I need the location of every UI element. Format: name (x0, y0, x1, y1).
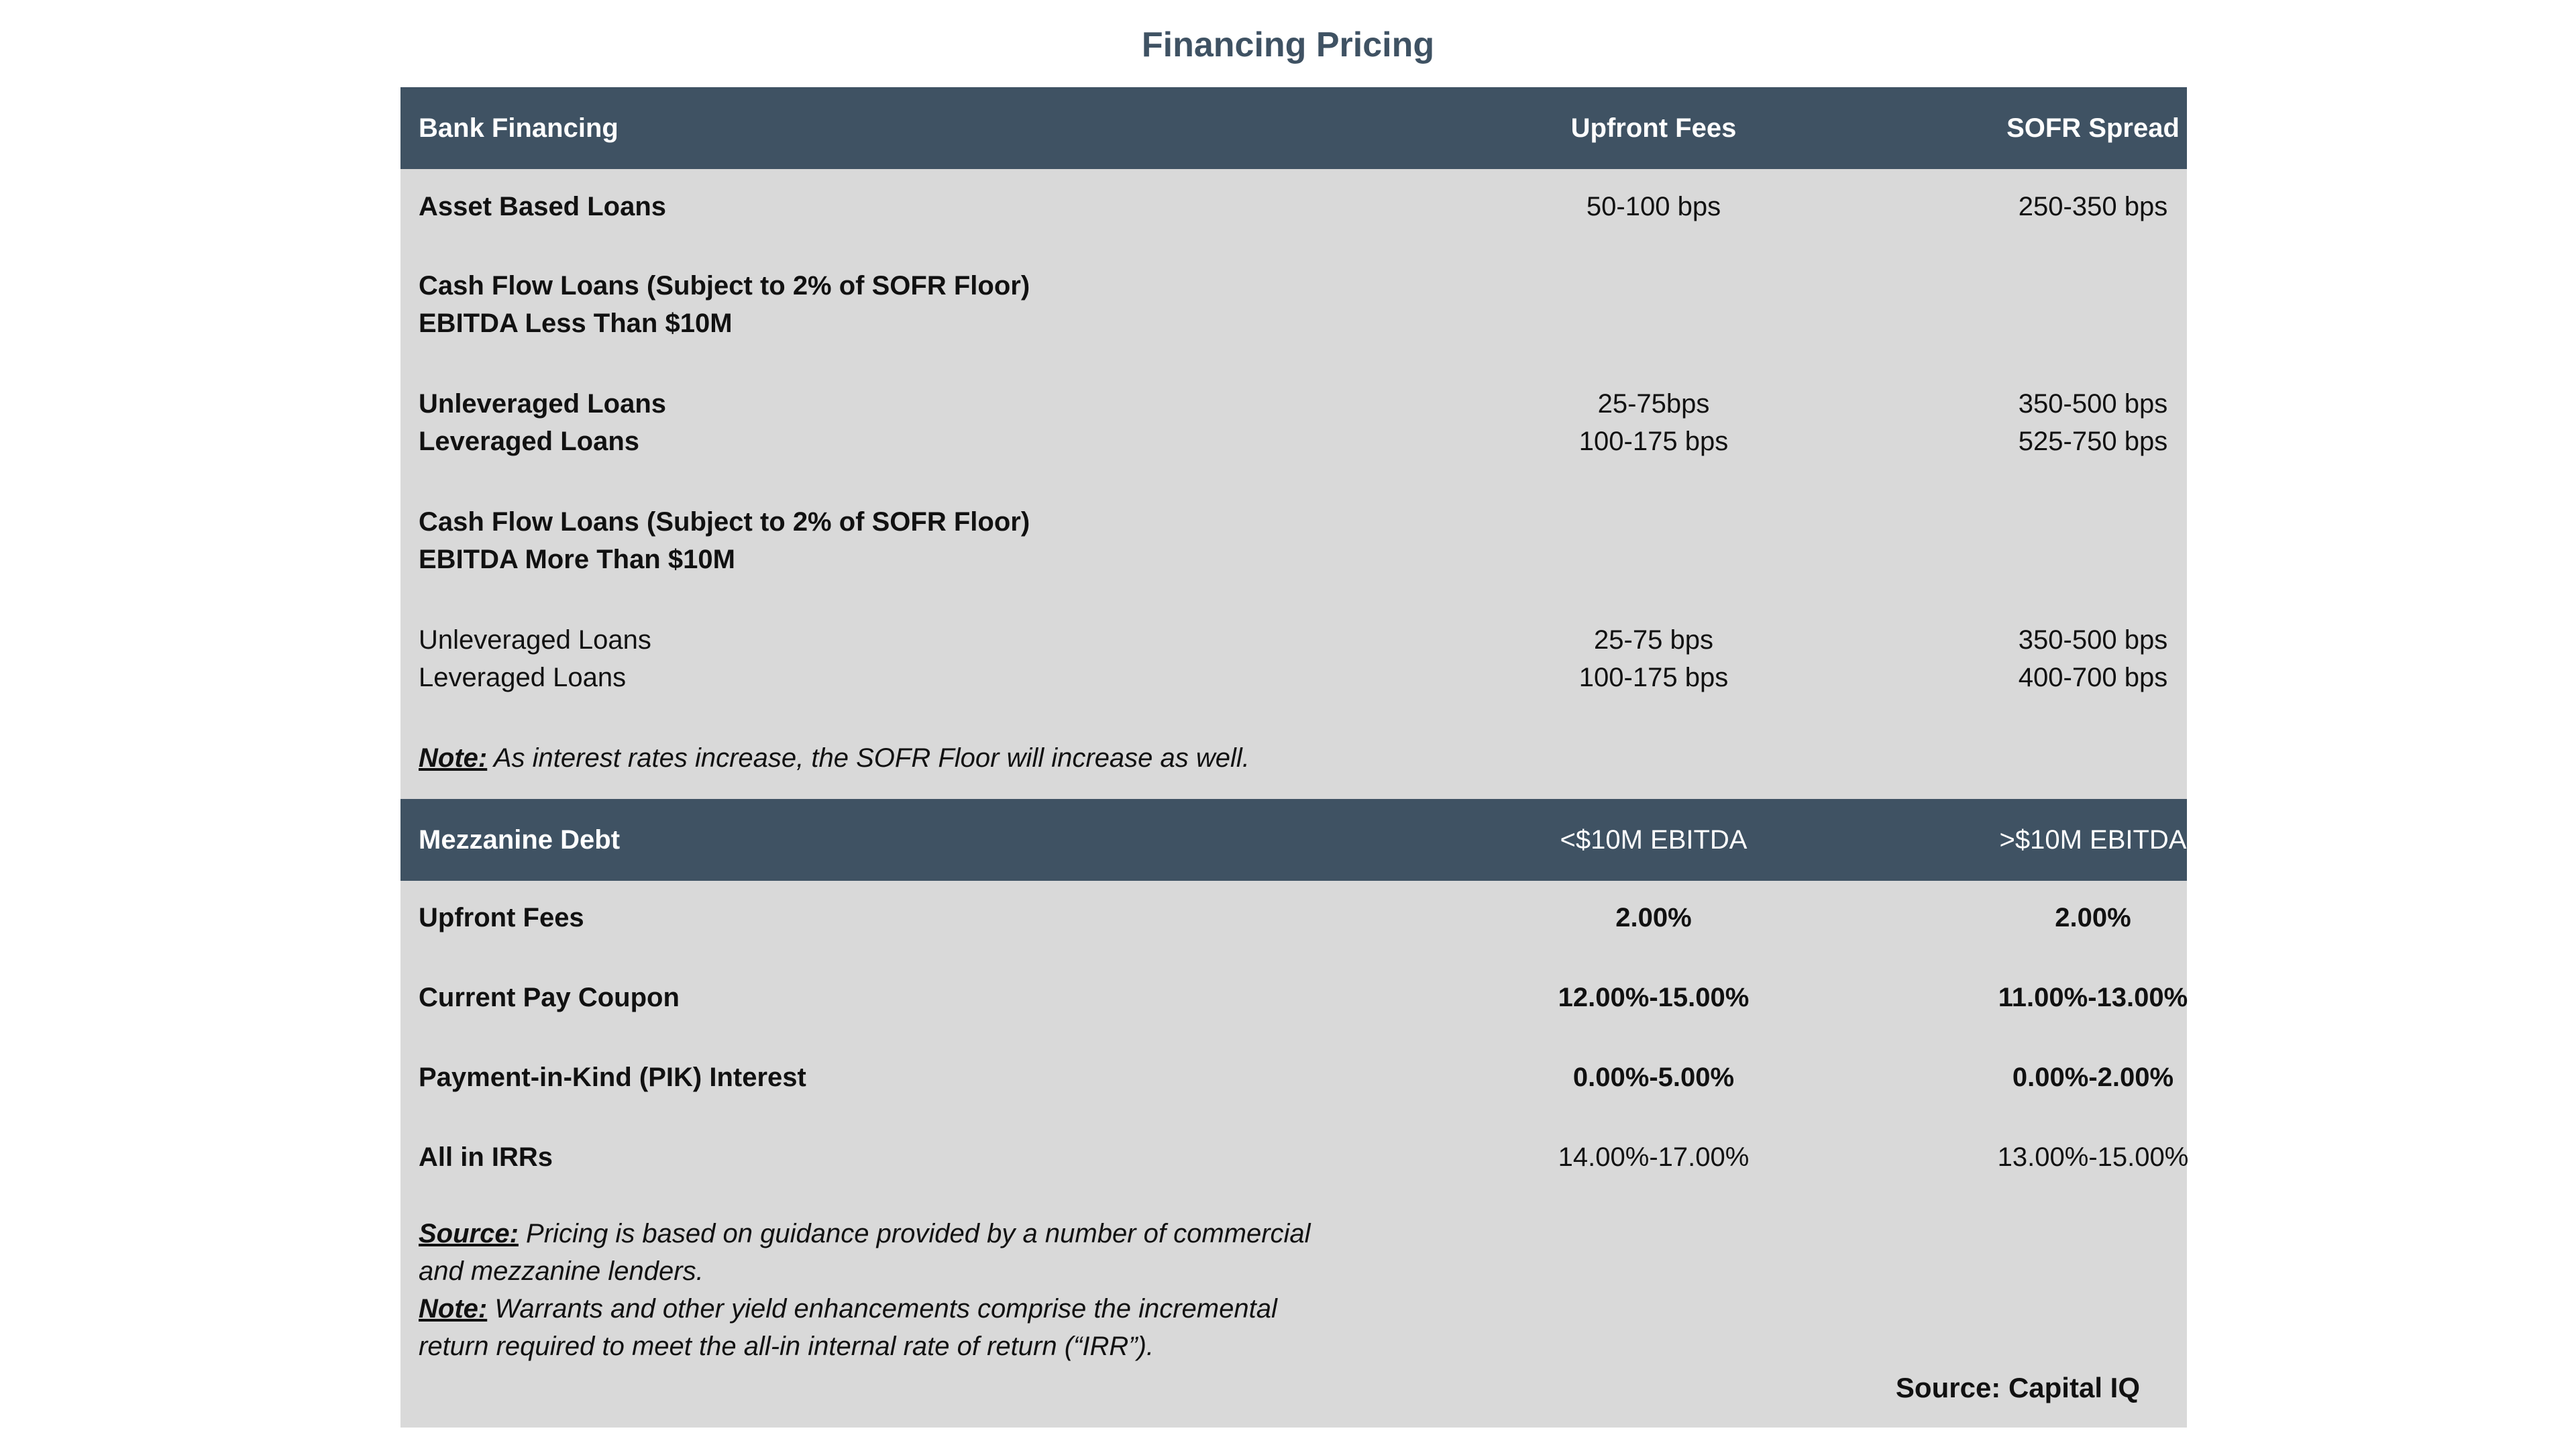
bank-financing-header (400, 87, 2187, 169)
footnote-source-lead: Source: (419, 1219, 519, 1248)
label-leveraged-loans-small: Leveraged Loans (419, 427, 640, 456)
value-all-in-small: 14.00%-17.00% (1558, 1142, 1750, 1172)
label-leveraged-loans-large: Leveraged Loans (419, 663, 627, 692)
value-asset-based-spread: 250-350 bps (2018, 192, 2168, 221)
label-unleveraged-loans-small: Unleveraged Loans (419, 389, 667, 419)
header-bank-financing: Bank Financing (419, 113, 619, 143)
financing-table (400, 87, 2187, 1428)
value-leveraged-spread-small: 525-750 bps (2018, 427, 2168, 456)
bank-note-lead: Note: (419, 743, 488, 773)
label-asset-based-loans: Asset Based Loans (419, 192, 667, 221)
label-all-in-irrs: All in IRRs (419, 1142, 553, 1172)
value-current-pay-large: 11.00%-13.00% (1998, 983, 2188, 1012)
footnote-note-lead: Note: (419, 1294, 488, 1324)
cash-flow-small-heading-line2: EBITDA Less Than $10M (419, 309, 733, 338)
cash-flow-small-heading-line1: Cash Flow Loans (Subject to 2% of SOFR Floor) (419, 271, 1030, 301)
header-large-ebitda: >$10M EBITDA (1999, 825, 2187, 855)
value-all-in-large: 13.00%-15.00% (1997, 1142, 2189, 1172)
footnote-note-text: Warrants and other yield enhancements comprise the incremental return required to meet the all-in internal rate of return (“IRR”). (419, 1294, 1277, 1361)
value-leveraged-fees-large: 100-175 bps (1578, 663, 1729, 692)
value-leveraged-fees-small: 100-175 bps (1578, 427, 1729, 456)
footnote-source (419, 1215, 1311, 1290)
value-mezz-upfront-fees-large: 2.00% (2055, 903, 2131, 932)
value-unleveraged-spread-large: 350-500 bps (2018, 625, 2168, 655)
header-upfront-fees: Upfront Fees (1570, 113, 1737, 143)
mezzanine-debt-header (400, 799, 2187, 881)
label-mezz-upfront-fees: Upfront Fees (419, 903, 584, 932)
label-current-pay-coupon: Current Pay Coupon (419, 983, 680, 1012)
value-pik-large: 0.00%-2.00% (2012, 1063, 2174, 1092)
value-leveraged-spread-large: 400-700 bps (2018, 663, 2168, 692)
value-unleveraged-spread-small: 350-500 bps (2018, 389, 2168, 419)
value-unleveraged-fees-large: 25-75 bps (1594, 625, 1713, 655)
page-title: Financing Pricing (1141, 25, 1435, 64)
header-small-ebitda: <$10M EBITDA (1560, 825, 1748, 855)
value-current-pay-small: 12.00%-15.00% (1558, 983, 1750, 1012)
value-mezz-upfront-fees-small: 2.00% (1615, 903, 1692, 932)
cash-flow-large-heading-line1: Cash Flow Loans (Subject to 2% of SOFR Floor) (419, 507, 1030, 537)
label-pik-interest: Payment-in-Kind (PIK) Interest (419, 1063, 806, 1092)
bank-note-text: As interest rates increase, the SOFR Floor will increase as well. (487, 743, 1250, 773)
value-pik-small: 0.00%-5.00% (1572, 1063, 1735, 1092)
value-unleveraged-fees-small: 25-75bps (1597, 389, 1710, 419)
label-unleveraged-loans-large: Unleveraged Loans (419, 625, 651, 655)
cash-flow-large-heading-line2: EBITDA More Than $10M (419, 545, 735, 574)
source-capital-iq: Source: Capital IQ (1895, 1372, 2140, 1403)
header-sofr-spread: SOFR Spread (2006, 113, 2180, 143)
footnote-source-text: Pricing is based on guidance provided by a number of commercial and mezzanine lenders. (419, 1219, 1311, 1286)
value-asset-based-fees: 50-100 bps (1586, 192, 1721, 221)
mezzanine-footnotes (419, 1215, 1311, 1365)
footnote-note (419, 1290, 1311, 1365)
header-mezzanine-debt: Mezzanine Debt (419, 825, 621, 855)
